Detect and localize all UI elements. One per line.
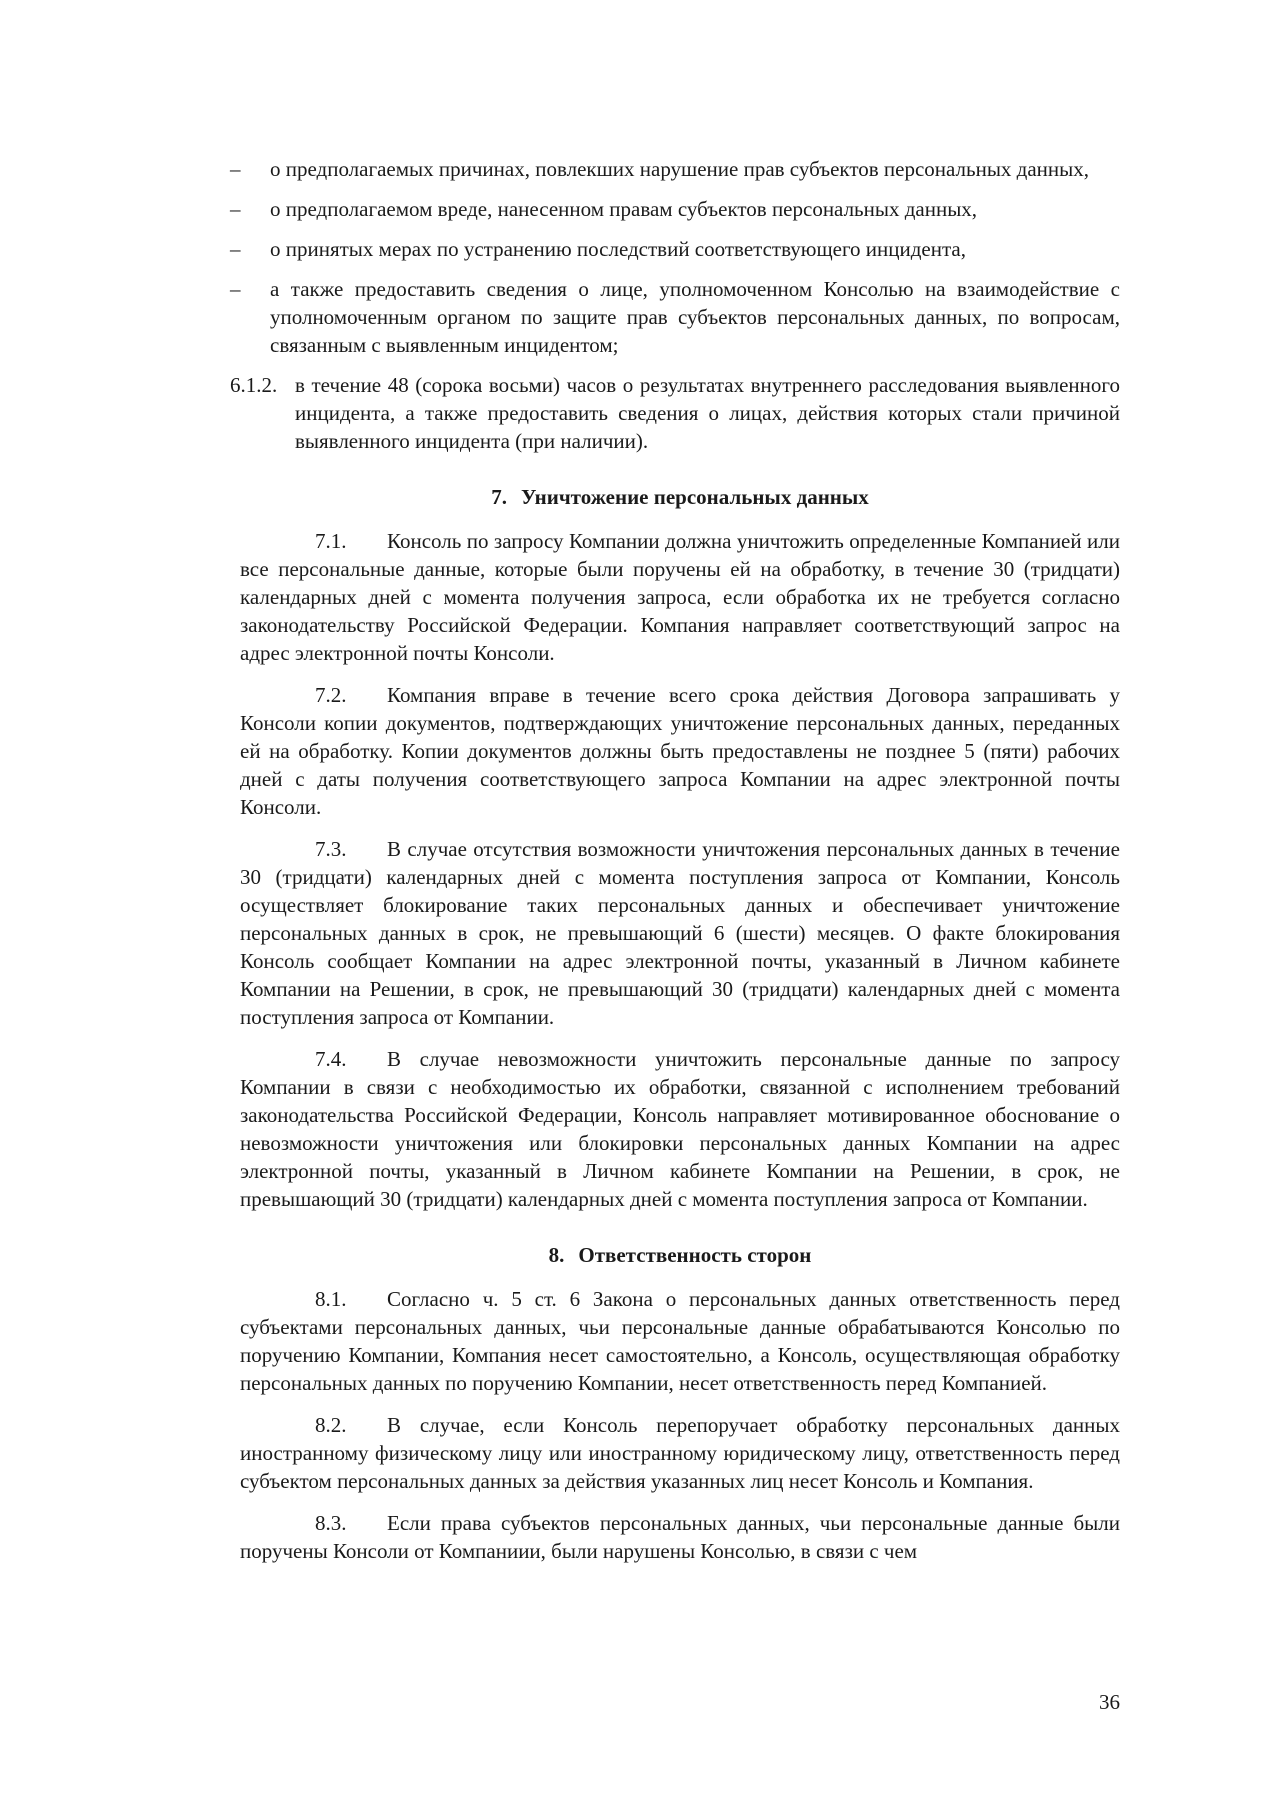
section-number: 7. (491, 485, 507, 509)
paragraph-text: В случае невозможности уничтожить персональные данные по запросу Компании в связи с необходимостью их обработки, связанной с исполнением требований законодательства Российской Федерации, Консоль направляет мотивированное обоснование о невозможности уничтожения или блокировки персональных данных Компании на адрес электронной почты, указанный в Личном кабинете Компании на Решении, в срок, не превышающий 30 (тридцати) календарных дней с момента поступления запроса от Компании. (240, 1047, 1120, 1211)
paragraph-text: Компания вправе в течение всего срока действия Договора запрашивать у Консоли копии документов, подтверждающих уничтожение персональных данных, переданных ей на обработку. Копии документов должны быть предоставлены не позднее 5 (пяти) рабочих дней с даты получения соответствующего запроса Компании на адрес электронной почты Консоли. (240, 683, 1120, 819)
list-item (230, 235, 1120, 263)
list-item-text: а также предоставить сведения о лице, уполномоченном Консолью на взаимодействие с уполномоченным органом по защите прав субъектов персональных данных, по вопросам, связанным с выявленным инцидентом; (270, 277, 1120, 357)
paragraph-8-1 (240, 1285, 1120, 1397)
clause-number: 6.1.2. (230, 373, 278, 397)
paragraph-number: 7.1. (315, 529, 347, 553)
section-title: Уничтожение персональных данных (520, 485, 869, 509)
clause-text: в течение 48 (сорока восьми) часов о результатах внутреннего расследования выявленного инцидента, а также предоставить сведения о лицах, действия которых стали причиной выявленного инцидента (при наличии). (295, 373, 1120, 453)
paragraph-8-2 (240, 1411, 1120, 1495)
list-item-text: о принятых мерах по устранению последствий соответствующего инцидента, (270, 237, 966, 261)
list-item (230, 275, 1120, 359)
paragraph-7-2 (240, 681, 1120, 821)
dash-marker: – (230, 197, 241, 221)
paragraph-number: 8.2. (315, 1413, 347, 1437)
section-title: Ответственность сторон (578, 1243, 812, 1267)
paragraph-text: Если права субъектов персональных данных, чьи персональные данные были поручены Консоли от Компаниии, были нарушены Консолью, в связи с чем (240, 1511, 1120, 1563)
paragraph-text: Консоль по запросу Компании должна уничтожить определенные Компанией или все персональные данные, которые были поручены ей на обработку, в течение 30 (тридцати) календарных дней с момента получения запроса, если обработка их не требуется согласно законодательству Российской Федерации. Компания направляет соответствующий запрос на адрес электронной почты Консоли. (240, 529, 1120, 665)
paragraph-7-1 (240, 527, 1120, 667)
section-number: 8. (548, 1243, 565, 1267)
section-8-heading (240, 1241, 1120, 1269)
paragraph-text: Согласно ч. 5 ст. 6 Закона о персональных данных ответственность перед субъектами персональных данных, чьи персональные данные обрабатываются Консолью по поручению Компании, Компания несет самостоятельно, а Консоль, осуществляющая обработку персональных данных по поручению Компании, несет ответственность перед Компанией. (240, 1287, 1120, 1395)
page-number: 36 (1099, 1690, 1120, 1714)
paragraph-number: 7.3. (315, 837, 347, 861)
clause-6-1-2 (230, 371, 1120, 455)
document-page (230, 155, 1120, 1579)
list-item (230, 195, 1120, 223)
paragraph-number: 8.3. (315, 1511, 347, 1535)
paragraph-number: 7.2. (315, 683, 347, 707)
section-7-heading (240, 483, 1120, 511)
list-item-text: о предполагаемых причинах, повлекших нарушение прав субъектов персональных данных, (270, 157, 1090, 181)
dash-marker: – (230, 277, 241, 301)
paragraph-text: В случае, если Консоль перепоручает обработку персональных данных иностранному физическому лицу или иностранному юридическому лицу, ответственность перед субъектом персональных данных за действия указанных лиц несет Консоль и Компания. (240, 1413, 1120, 1493)
paragraph-number: 8.1. (315, 1287, 347, 1311)
paragraph-8-3 (240, 1509, 1120, 1565)
paragraph-7-3 (240, 835, 1120, 1031)
paragraph-text: В случае отсутствия возможности уничтожения персональных данных в течение 30 (тридцати) календарных дней с момента поступления запроса от Компании, Консоль осуществляет блокирование таких персональных данных и обеспечивает уничтожение персональных данных в срок, не превышающий 6 (шести) месяцев. О факте блокирования Консоль сообщает Компании на адрес электронной почты, указанный в Личном кабинете Компании на Решении, в срок, не превышающий 30 (тридцати) календарных дней с момента поступления запроса от Компании. (240, 837, 1120, 1029)
paragraph-7-4 (240, 1045, 1120, 1213)
paragraph-number: 7.4. (315, 1047, 347, 1071)
dash-marker: – (230, 157, 241, 181)
list-item-text: о предполагаемом вреде, нанесенном правам субъектов персональных данных, (270, 197, 978, 221)
dash-marker: – (230, 237, 241, 261)
dash-list (230, 155, 1120, 359)
list-item (230, 155, 1120, 183)
